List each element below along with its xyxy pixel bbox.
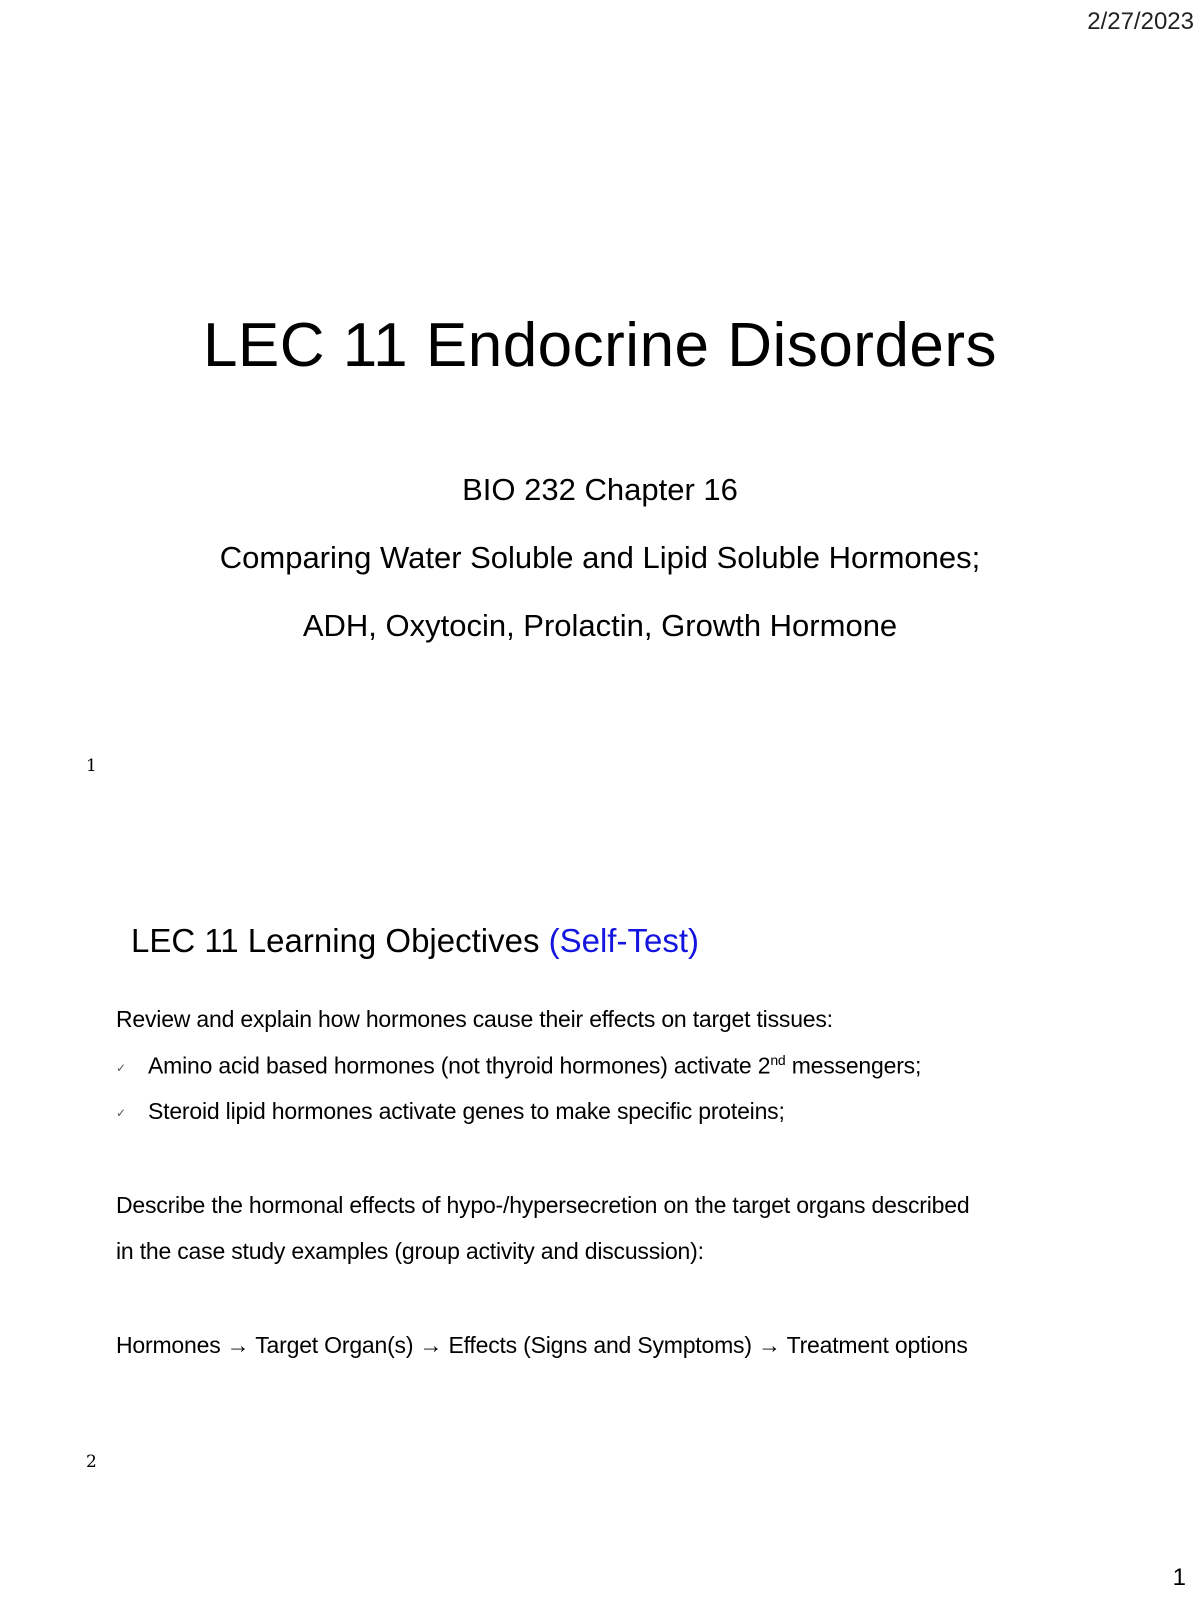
page-number: 1: [1172, 1564, 1186, 1591]
list-item-text: Steroid lipid hormones activate genes to make specific proteins;: [148, 1098, 785, 1124]
superscript: nd: [770, 1052, 786, 1068]
review-paragraph: Review and explain how hormones cause their effects on target tissues:: [116, 1006, 833, 1032]
slide-2: [0, 880, 1200, 1480]
list-item: [116, 1052, 921, 1080]
hormone-flow-line: Hormones → Target Organ(s) → Effects (Signs and Symptoms) → Treatment options: [116, 1332, 968, 1358]
course-subtitle: BIO 232 Chapter 16: [462, 472, 738, 507]
objectives-title-text: LEC 11 Learning Objectives: [131, 922, 549, 959]
checkmark-icon: ✓: [116, 1060, 126, 1075]
list-item: [116, 1098, 785, 1125]
slide-1: [0, 220, 1200, 780]
objectives-title: [131, 922, 699, 960]
checkmark-icon: ✓: [116, 1105, 126, 1120]
slide-number: 2: [86, 1452, 97, 1472]
list-item-text: Amino acid based hormones (not thyroid hormones) activate 2: [148, 1052, 771, 1079]
hormones-subtitle: ADH, Oxytocin, Prolactin, Growth Hormone: [302, 608, 898, 643]
self-test-label: (Self-Test): [548, 922, 699, 959]
list-item-text-end: messengers;: [785, 1052, 922, 1079]
topic-subtitle: Comparing Water Soluble and Lipid Soluble Hormones;: [219, 540, 981, 575]
describe-paragraph-line-2: in the case study examples (group activity and discussion):: [116, 1238, 704, 1264]
slide-number: 1: [86, 756, 97, 776]
slide-title: LEC 11 Endocrine Disorders: [202, 311, 998, 380]
describe-paragraph-line-1: Describe the hormonal effects of hypo-/hypersecretion on the target organs described: [116, 1192, 970, 1218]
page-date: 2/27/2023: [1087, 8, 1194, 35]
